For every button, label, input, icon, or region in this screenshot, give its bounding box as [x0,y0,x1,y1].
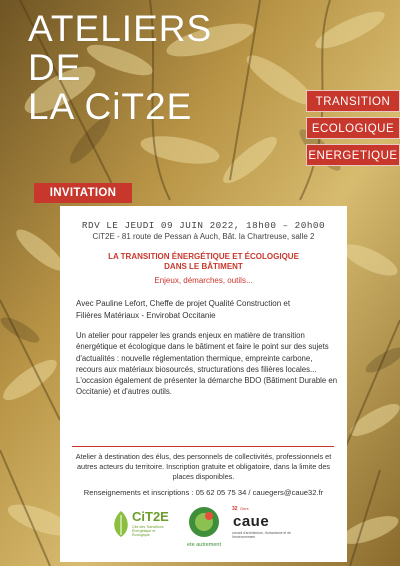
audience-info: Atelier à destination des élus, des personnels de collectivités, professionnels et autres acteurs du territoire. Inscription gratuite et obligatoire, dans la limite des places disponibles. [75,452,332,482]
caue-logo-number: 32 [232,506,238,512]
title-line-3: LA CiT2E [28,86,193,127]
speaker-info [76,298,336,321]
leaf-icon [110,509,132,539]
ete-autrement-emblem [185,504,223,552]
event-heading-line-1: LA TRANSITION ÉNERGÉTIQUE ET ÉCOLOGIQUE [108,252,299,261]
poster-title [28,10,212,127]
contact-info: Renseignements et inscriptions : 05 62 05 75 34 / cauegers@caue32.fr [83,488,324,497]
cite2e-logo-tagline: Cité des Transitions Énergétique et Écologique [132,525,164,537]
cite2e-logo [110,505,170,547]
event-heading [60,252,347,272]
ete-autrement-logo-name: ete autrement [187,542,221,548]
caue-logo [232,506,292,550]
partner-logos [60,502,347,557]
divider [72,446,334,447]
caue-logo-word: caue [233,513,270,530]
event-address: CiT2E - 81 route de Pessan à Auch, Bât. la Chartreuse, salle 2 [92,232,315,241]
event-description: Un atelier pour rappeler les grands enjeux en matière de transition énergétique et écologique dans le bâtiment et faire le point sur des sujets d'actualités : nouvelle réglementation thermique, empreinte carbone, recours aux matériaux biosourcés, structurations des filières locales... L'occasion également de présenter la démarche BDO (Bâtiment Durable en Occitanie) et d'autres outils. [76,331,338,397]
event-subtitle: Enjeux, démarches, outils... [154,276,253,285]
invitation-label: INVITATION [34,183,132,203]
tag-transition: TRANSITION [306,90,400,112]
tag-ecologique: ECOLOGIQUE [306,117,400,139]
speaker-line-1: Avec Pauline Lefort, Cheffe de projet Qualité Construction et [76,299,291,308]
caue-logo-tagline: conseil d'architecture, d'urbanisme et de l'environnement [232,531,291,539]
ete-autrement-logo [185,504,223,552]
tag-energetique: ENERGETIQUE [306,144,400,166]
title-line-1: ATELIERS [28,8,213,49]
cite2e-logo-name: CiT2E [132,509,169,524]
event-date: RDV LE JEUDI 09 JUIN 2022, 18h00 – 20h00 [81,220,326,231]
title-line-2: DE [28,47,82,88]
speaker-line-2: Filières Matériaux - Envirobat Occitanie [76,310,216,320]
invitation-card [60,206,347,562]
event-heading-line-2: DANS LE BÂTIMENT [164,262,243,271]
caue-logo-dept: Gers [240,506,249,511]
